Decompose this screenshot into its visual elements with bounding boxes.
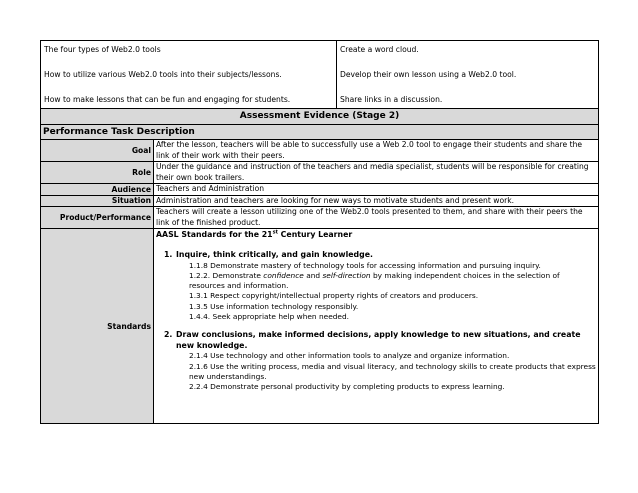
standard-section-heading: 1. Inquire, think critically, and gain knowledge. [164, 250, 373, 259]
goal-label: Goal [41, 140, 154, 162]
objective-item: Create a word cloud. [340, 45, 419, 54]
assessment-table [40, 108, 599, 424]
standard-item: 1.3.1 Respect copyright/intellectual property rights of creators and producers. [189, 291, 479, 301]
assessment-title: Assessment Evidence (Stage 2) [41, 109, 599, 125]
document-page [40, 40, 598, 424]
objectives-left-cell [41, 41, 337, 109]
audience-value: Teachers and Administration [154, 184, 599, 196]
objectives-table [40, 40, 599, 109]
audience-label: Audience [41, 184, 154, 196]
standards-title: AASL Standards for the 21st Century Learner [156, 229, 353, 239]
standard-item: 2.1.4 Use technology and other information tools to analyze and organize information. [189, 351, 510, 361]
situation-label: Situation [41, 195, 154, 207]
role-value: Under the guidance and instruction of the teachers and media specialist, students will be responsible for creating their own book trailers. [154, 162, 599, 184]
objective-item: How to make lessons that can be fun and engaging for students. [44, 95, 291, 104]
product-performance-label: Product/Performance [41, 207, 154, 229]
standards-label: Standards [41, 229, 154, 424]
standard-item: 1.3.5 Use information technology responsibly. [189, 301, 359, 311]
role-label: Role [41, 162, 154, 184]
objective-item: Share links in a discussion. [340, 95, 443, 104]
standard-item: 1.1.8 Demonstrate mastery of technology tools for accessing information and pursuing inquiry. [189, 260, 541, 270]
standard-item: 1.4.4. Seek appropriate help when needed. [189, 311, 350, 321]
standard-item: 1.2.2. Demonstrate confidence and self-direction by making independent choices in the selection of resources and information. [189, 270, 560, 291]
objective-item: Develop their own lesson using a Web2.0 tool. [340, 70, 517, 79]
objectives-right-cell [337, 41, 599, 109]
standards-cell [154, 229, 599, 424]
product-performance-value: Teachers will create a lesson utilizing one of the Web2.0 tools presented to them, and share with their peers the link of the finished product. [154, 207, 599, 229]
situation-value: Administration and teachers are looking for new ways to motivate students and present work. [154, 195, 599, 207]
standard-section-heading: 2. Draw conclusions, make informed decisions, apply knowledge to new situations, and create new knowledge. [164, 330, 581, 350]
objective-item: How to utilize various Web2.0 tools into their subjects/lessons. [44, 70, 282, 79]
performance-task-header: Performance Task Description [41, 125, 599, 140]
standard-item: 2.1.6 Use the writing process, media and visual literacy, and technology skills to create products that express new understandings. [189, 361, 596, 381]
standard-item: 2.2.4 Demonstrate personal productivity by completing products to express learning. [189, 382, 505, 392]
objective-item: The four types of Web2.0 tools [44, 45, 161, 54]
goal-value: After the lesson, teachers will be able to successfully use a Web 2.0 tool to engage their students and share the link of their work with their peers. [154, 140, 599, 162]
